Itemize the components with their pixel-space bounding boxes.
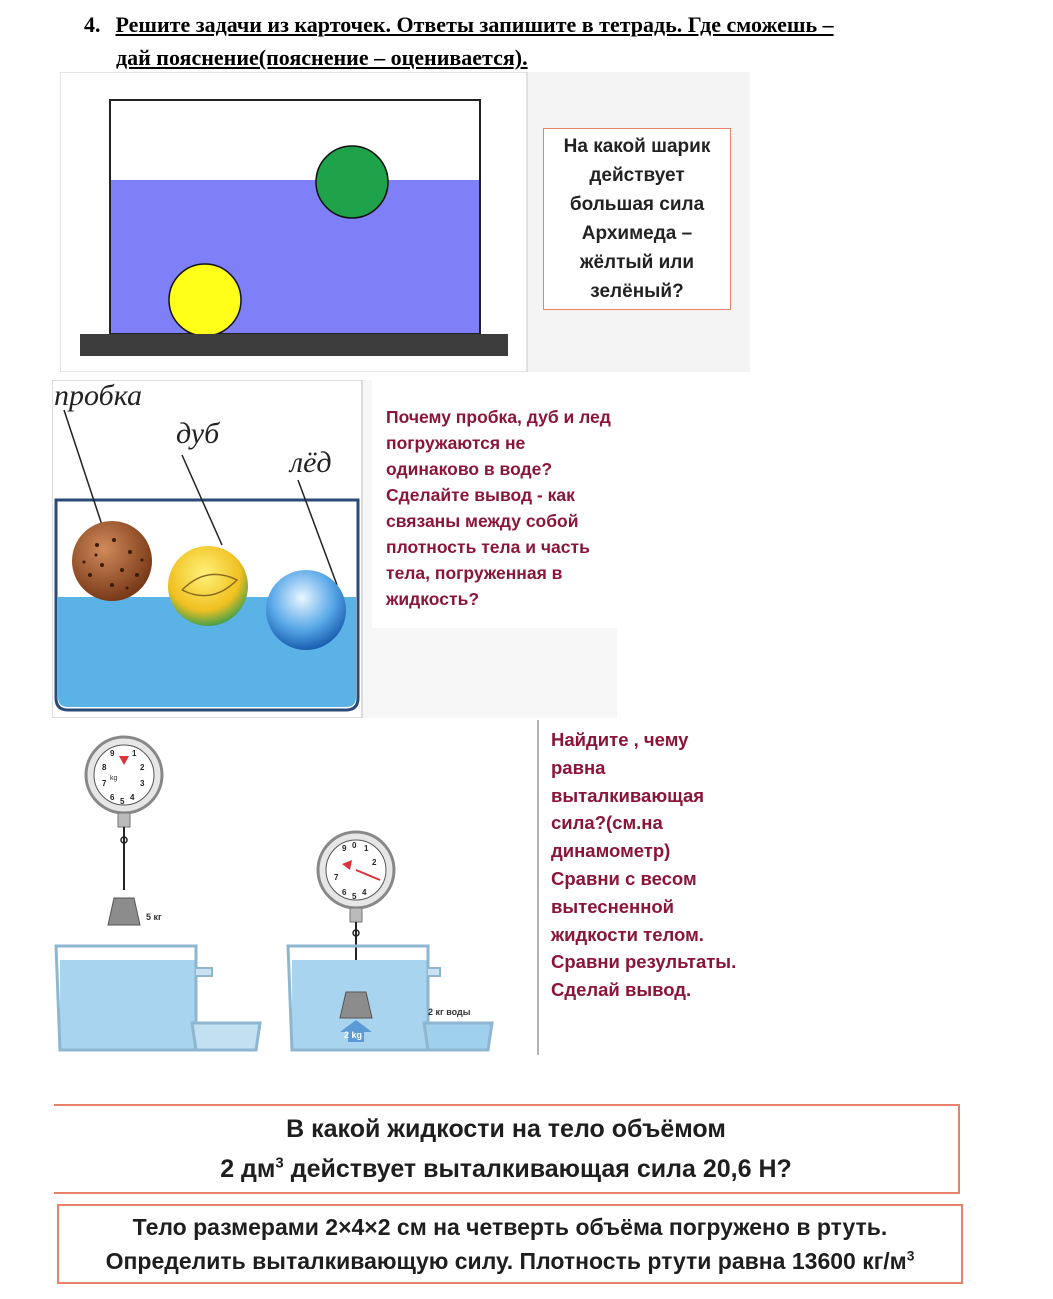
green-ball [316,146,388,218]
dial-right-num-9: 9 [342,844,347,853]
catch-cup-right [424,1023,492,1050]
label-cork: пробка [54,380,142,412]
card5-line-2-sup: 3 [906,1248,915,1264]
card4-line-2-sup: 3 [275,1154,284,1172]
tank-water [110,180,480,334]
label-ice: лёд [290,446,332,479]
card2-question: Почему пробка, дуб и лед погружаются не одинаково в воде? Сделайте вывод - как связаны между собой плотность тела и часть тела, погруженная в жидкость? [386,407,611,609]
dial-right-num-2: 2 [372,858,377,867]
card4-line-2-post: действует выталкивающая сила 20,6 Н? [283,1155,792,1183]
card1-question: На какой шарик действует большая сила Архимеда – жёлтый или зелёный? [543,128,731,310]
tank-base [80,334,508,356]
card3-question: Найдите , чему равна выталкивающая сила?(см.на динамометр) Сравни с весом вытесненной жидкости телом. Сравни результаты. Сделай вывод. [551,729,737,1001]
dial-left-num-1: 1 [132,749,137,758]
card5-line-2-pre: Определить выталкивающую силу. Плотность ртути равна 13600 кг/м [105,1248,907,1274]
dial-left-num-9: 9 [110,749,115,758]
catch-cup-left [192,1023,260,1050]
dial-left-num-6: 6 [110,793,115,802]
task-line-2: дай пояснение(пояснение – оценивается). [116,45,528,70]
dynamometer-left [86,737,162,925]
card4-line-2-pre: 2 дм [220,1155,276,1183]
card4-line-1: В какой жидкости на тело объёмом [286,1115,726,1143]
oak-ball [168,546,248,626]
card5-question [57,1204,963,1284]
label-oak: дуб [176,417,220,450]
dial-left-num-2: 2 [140,763,145,772]
dial-right-num-4: 4 [362,888,367,897]
dial-right-num-6: 6 [342,888,347,897]
weight-left [108,898,140,925]
weight-label: 5 кг [146,912,162,922]
card5-line-1: Тело размерами 2×4×2 см на четверть объёма погружено в ртуть. [132,1214,888,1240]
card4-line-2 [220,1149,792,1189]
task-number: 4. [84,12,101,37]
dial-right-num-0: 0 [352,841,357,850]
weight-right [340,992,372,1018]
dial-left-num-3: 3 [140,779,145,788]
task-heading [84,8,984,74]
buoyancy-label: 2 kg [344,1030,363,1040]
task-line-1: Решите задачи из карточек. Ответы запишите в тетрадь. Где сможешь – [115,12,834,37]
card5-line-2 [106,1244,915,1278]
dial-left-unit: kg [110,775,118,782]
ice-ball [266,570,346,650]
card3-illustration [52,720,542,1060]
dial-right-num-5: 5 [352,892,357,901]
vessel-left [56,946,260,1050]
dial-left-num-8: 8 [102,763,107,772]
dial-left-num-7: 7 [102,779,107,788]
card4-question [54,1104,960,1194]
yellow-ball [169,264,241,336]
dial-left-num-4: 4 [130,793,135,802]
vessel-right [288,946,492,1050]
dial-right-num-7: 7 [334,873,339,882]
displaced-water-label: 2 кг воды [428,1007,471,1017]
dial-left-num-5: 5 [120,797,125,806]
dial-right-num-1: 1 [364,844,369,853]
